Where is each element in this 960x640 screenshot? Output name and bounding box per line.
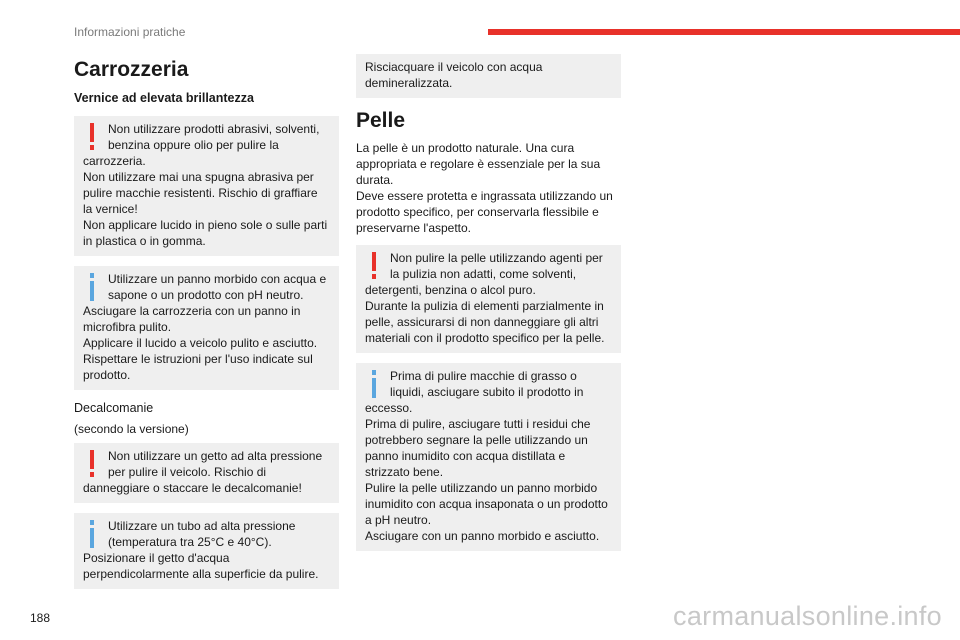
site-watermark: carmanualsonline.info [673,601,942,631]
exclamation-warning-icon [87,450,97,478]
exclamation-warning-icon [87,123,97,151]
info-text-lead: Utilizzare un tubo ad alta pressione (temperatura tra 25°C e 40°C). [108,519,296,549]
info-box-vernice [74,266,339,390]
section-title-pelle: Pelle [356,109,406,132]
info-text-line: Pulire la pelle utilizzando un panno morbido inumidito con acqua insaponata o un prodotto a pH neutro. [365,481,608,527]
info-box-pelle [356,363,621,551]
info-text-line: Posizionare il getto d'acqua perpendicolarmente alla superficie da pulire. [83,551,319,581]
warning-box-decalcomanie [74,443,339,503]
section-title-carrozzeria: Carrozzeria [74,58,189,81]
info-text-line: Prima di pulire, asciugare tutti i residui che potrebbero segnare la pelle utilizzando un panno inumidito con acqua distillata e strizzato bene. [365,417,591,479]
info-text-line: Rispettare le istruzioni per l'uso indicate sul prodotto. [83,352,313,382]
left-column [74,56,339,599]
decal-version-note: (secondo la versione) [74,422,189,436]
pelle-intro-paragraph: La pelle è un prodotto naturale. Una cura appropriata e regolare è essenziale per la sua durata. [356,141,601,187]
header-accent-bar [488,29,960,35]
info-text-line: eccesso. [365,401,413,415]
subheading-decalcomanie: Decalcomanie [74,401,154,415]
warning-text-lead: Non utilizzare un getto ad alta pressione per pulire il veicolo. Rischio di [108,449,323,479]
warning-text-line: Non applicare lucido in pieno sole o sulle parti in plastica o in gomma. [83,218,328,248]
warning-text-lead: Non pulire la pelle utilizzando agenti per la pulizia non adatti, come solventi, [390,251,603,281]
warning-box-pelle [356,245,621,353]
warning-text-line: danneggiare o staccare le decalcomanie! [83,481,302,495]
info-icon [369,370,379,398]
info-text-lead: Prima di pulire macchie di grasso o liquidi, asciugare subito il prodotto in [390,369,584,399]
right-column [356,54,621,561]
subtitle-vernice: Vernice ad elevata brillantezza [74,91,254,105]
info-icon [87,273,97,301]
warning-text-line: carrozzeria. [83,154,146,168]
warning-text-line: Non utilizzare mai una spugna abrasiva per pulire macchie resistenti. Rischio di graffiare la vernice! [83,170,318,216]
info-text-line: Applicare il lucido a veicolo pulito e asciutto. [83,336,318,350]
section-header-label: Informazioni pratiche [74,25,186,39]
warning-box-vernice [74,116,339,256]
info-icon [87,520,97,548]
page-number: 188 [30,611,51,625]
pelle-intro-paragraph: Deve essere protetta e ingrassata utilizzando un prodotto specifico, per conservarla flessibile e preservarne l'aspetto. [356,189,613,235]
warning-text-lead: Non utilizzare prodotti abrasivi, solventi, benzina oppure olio per pulire la [108,122,320,152]
exclamation-warning-icon [369,252,379,280]
continued-info-box: Risciacquare il veicolo con acqua demineralizzata. [356,54,621,98]
info-text-line: Asciugare con un panno morbido e asciutto. [365,529,600,543]
info-text-lead: Utilizzare un panno morbido con acqua e sapone o un prodotto con pH neutro. [108,272,327,302]
info-text-line: Asciugare la carrozzeria con un panno in microfibra pulito. [83,304,301,334]
warning-text-line: Durante la pulizia di elementi parzialmente in pelle, assicurarsi di non danneggiare gli altri materiali con il prodotto specifico per la pelle. [365,299,605,345]
info-box-decalcomanie [74,513,339,589]
warning-text-line: detergenti, benzina o alcol puro. [365,283,536,297]
